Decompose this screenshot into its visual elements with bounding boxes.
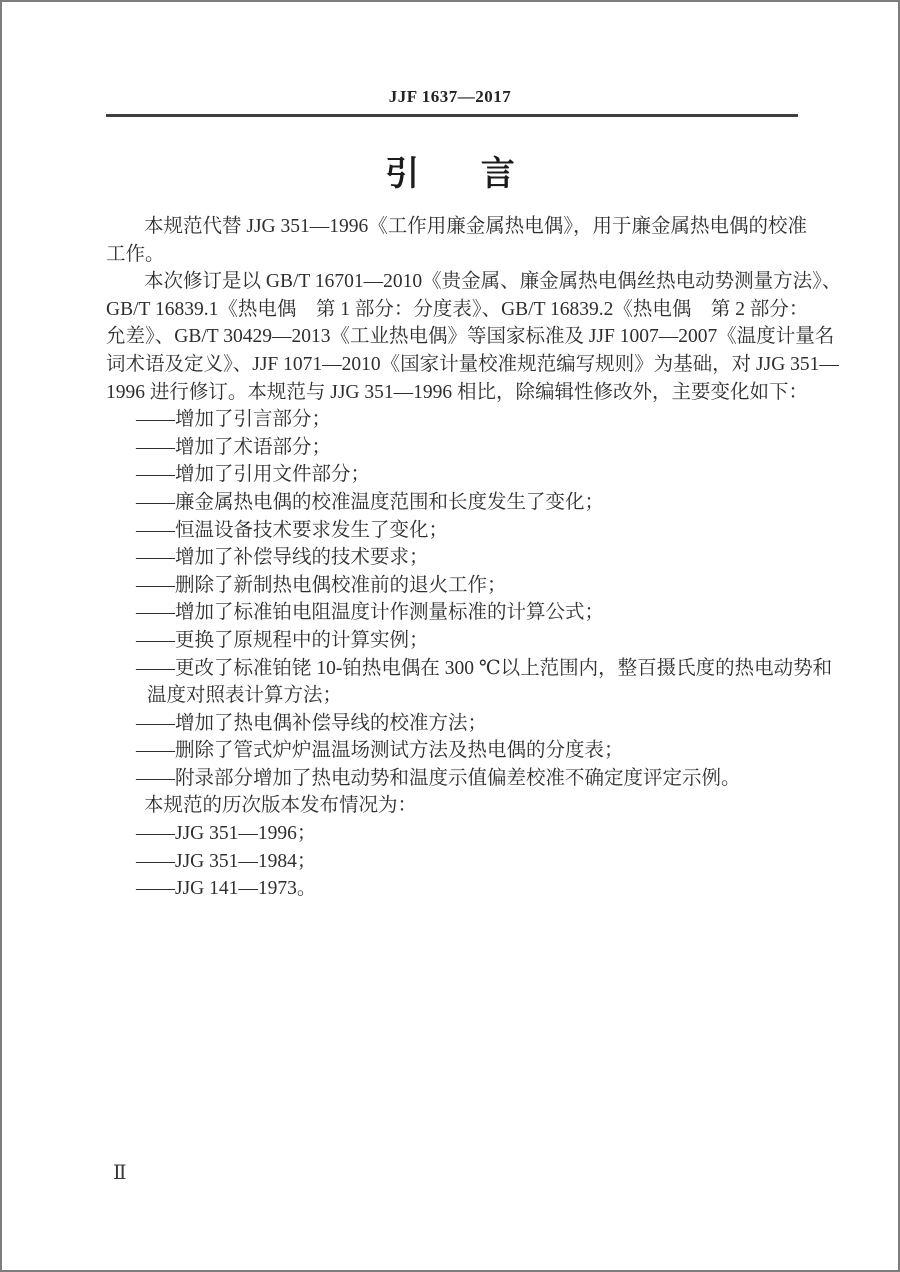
body-line: 温度对照表计算方法； (147, 685, 343, 707)
body-line: ——JJG 141—1973。 (136, 878, 317, 900)
body-line: ——附录部分增加了热电动势和温度示值偏差校准不确定度评定示例。 (136, 767, 741, 789)
body-line: ——更换了原规程中的计算实例； (136, 629, 429, 651)
body-line: ——增加了引言部分； (136, 409, 332, 431)
page-number: Ⅱ (113, 1162, 127, 1184)
body-line: 本规范代替 JJG 351—1996《工作用廉金属热电偶》，用于廉金属热电偶的校准 (144, 216, 808, 237)
body-line: ——恒温设备技术要求发生了变化； (136, 519, 449, 541)
body-line: 本规范的历次版本发布情况为： (144, 795, 418, 817)
running-header: JJF 1637—2017 (388, 87, 512, 106)
body-line: ——更改了标准铂铑 10-铂热电偶在 300 ℃以上范围内，整百摄氏度的热电动势和 (136, 657, 833, 679)
body-line: ——增加了引用文件部分； (136, 464, 371, 486)
body-line: ——JJG 351—1984； (136, 850, 317, 872)
body-line: ——增加了标准铂电阻温度计作测量标准的计算公式； (136, 602, 605, 624)
body-line: ——增加了术语部分； (136, 436, 332, 458)
header-rule (106, 114, 798, 117)
body-line: 1996 进行修订。本规范与 JJG 351—1996 相比，除编辑性修改外，主要变化如下： (106, 381, 809, 403)
page-title: 引 言 (385, 155, 515, 193)
body-line: 允差》、GB/T 30429—2013《工业热电偶》等国家标准及 JJF 1007—2007《温度计量名 (106, 326, 835, 348)
body-line: GB/T 16839.1《热电偶 第 1 部分：分度表》、GB/T 16839.2《热电偶 第 2 部分： (106, 298, 809, 320)
body-line: 工作。 (106, 243, 165, 265)
body-line: ——JJG 351—1996； (136, 823, 317, 845)
body-line: 本次修订是以 GB/T 16701—2010《贵金属、廉金属热电偶丝热电动势测量方法》、 (144, 271, 842, 293)
body-line: ——删除了管式炉炉温温场测试方法及热电偶的分度表； (136, 740, 624, 762)
body-line: ——增加了补偿导线的技术要求； (136, 547, 429, 569)
body-line: ——增加了热电偶补偿导线的校准方法； (136, 712, 488, 734)
body-line: ——廉金属热电偶的校准温度范围和长度发生了变化； (136, 491, 605, 513)
body-line: ——删除了新制热电偶校准前的退火工作； (136, 574, 507, 596)
body-line: 词术语及定义》、JJF 1071—2010《国家计量校准规范编写规则》为基础，对 JJG 351— (106, 353, 839, 375)
document-body (106, 213, 842, 903)
